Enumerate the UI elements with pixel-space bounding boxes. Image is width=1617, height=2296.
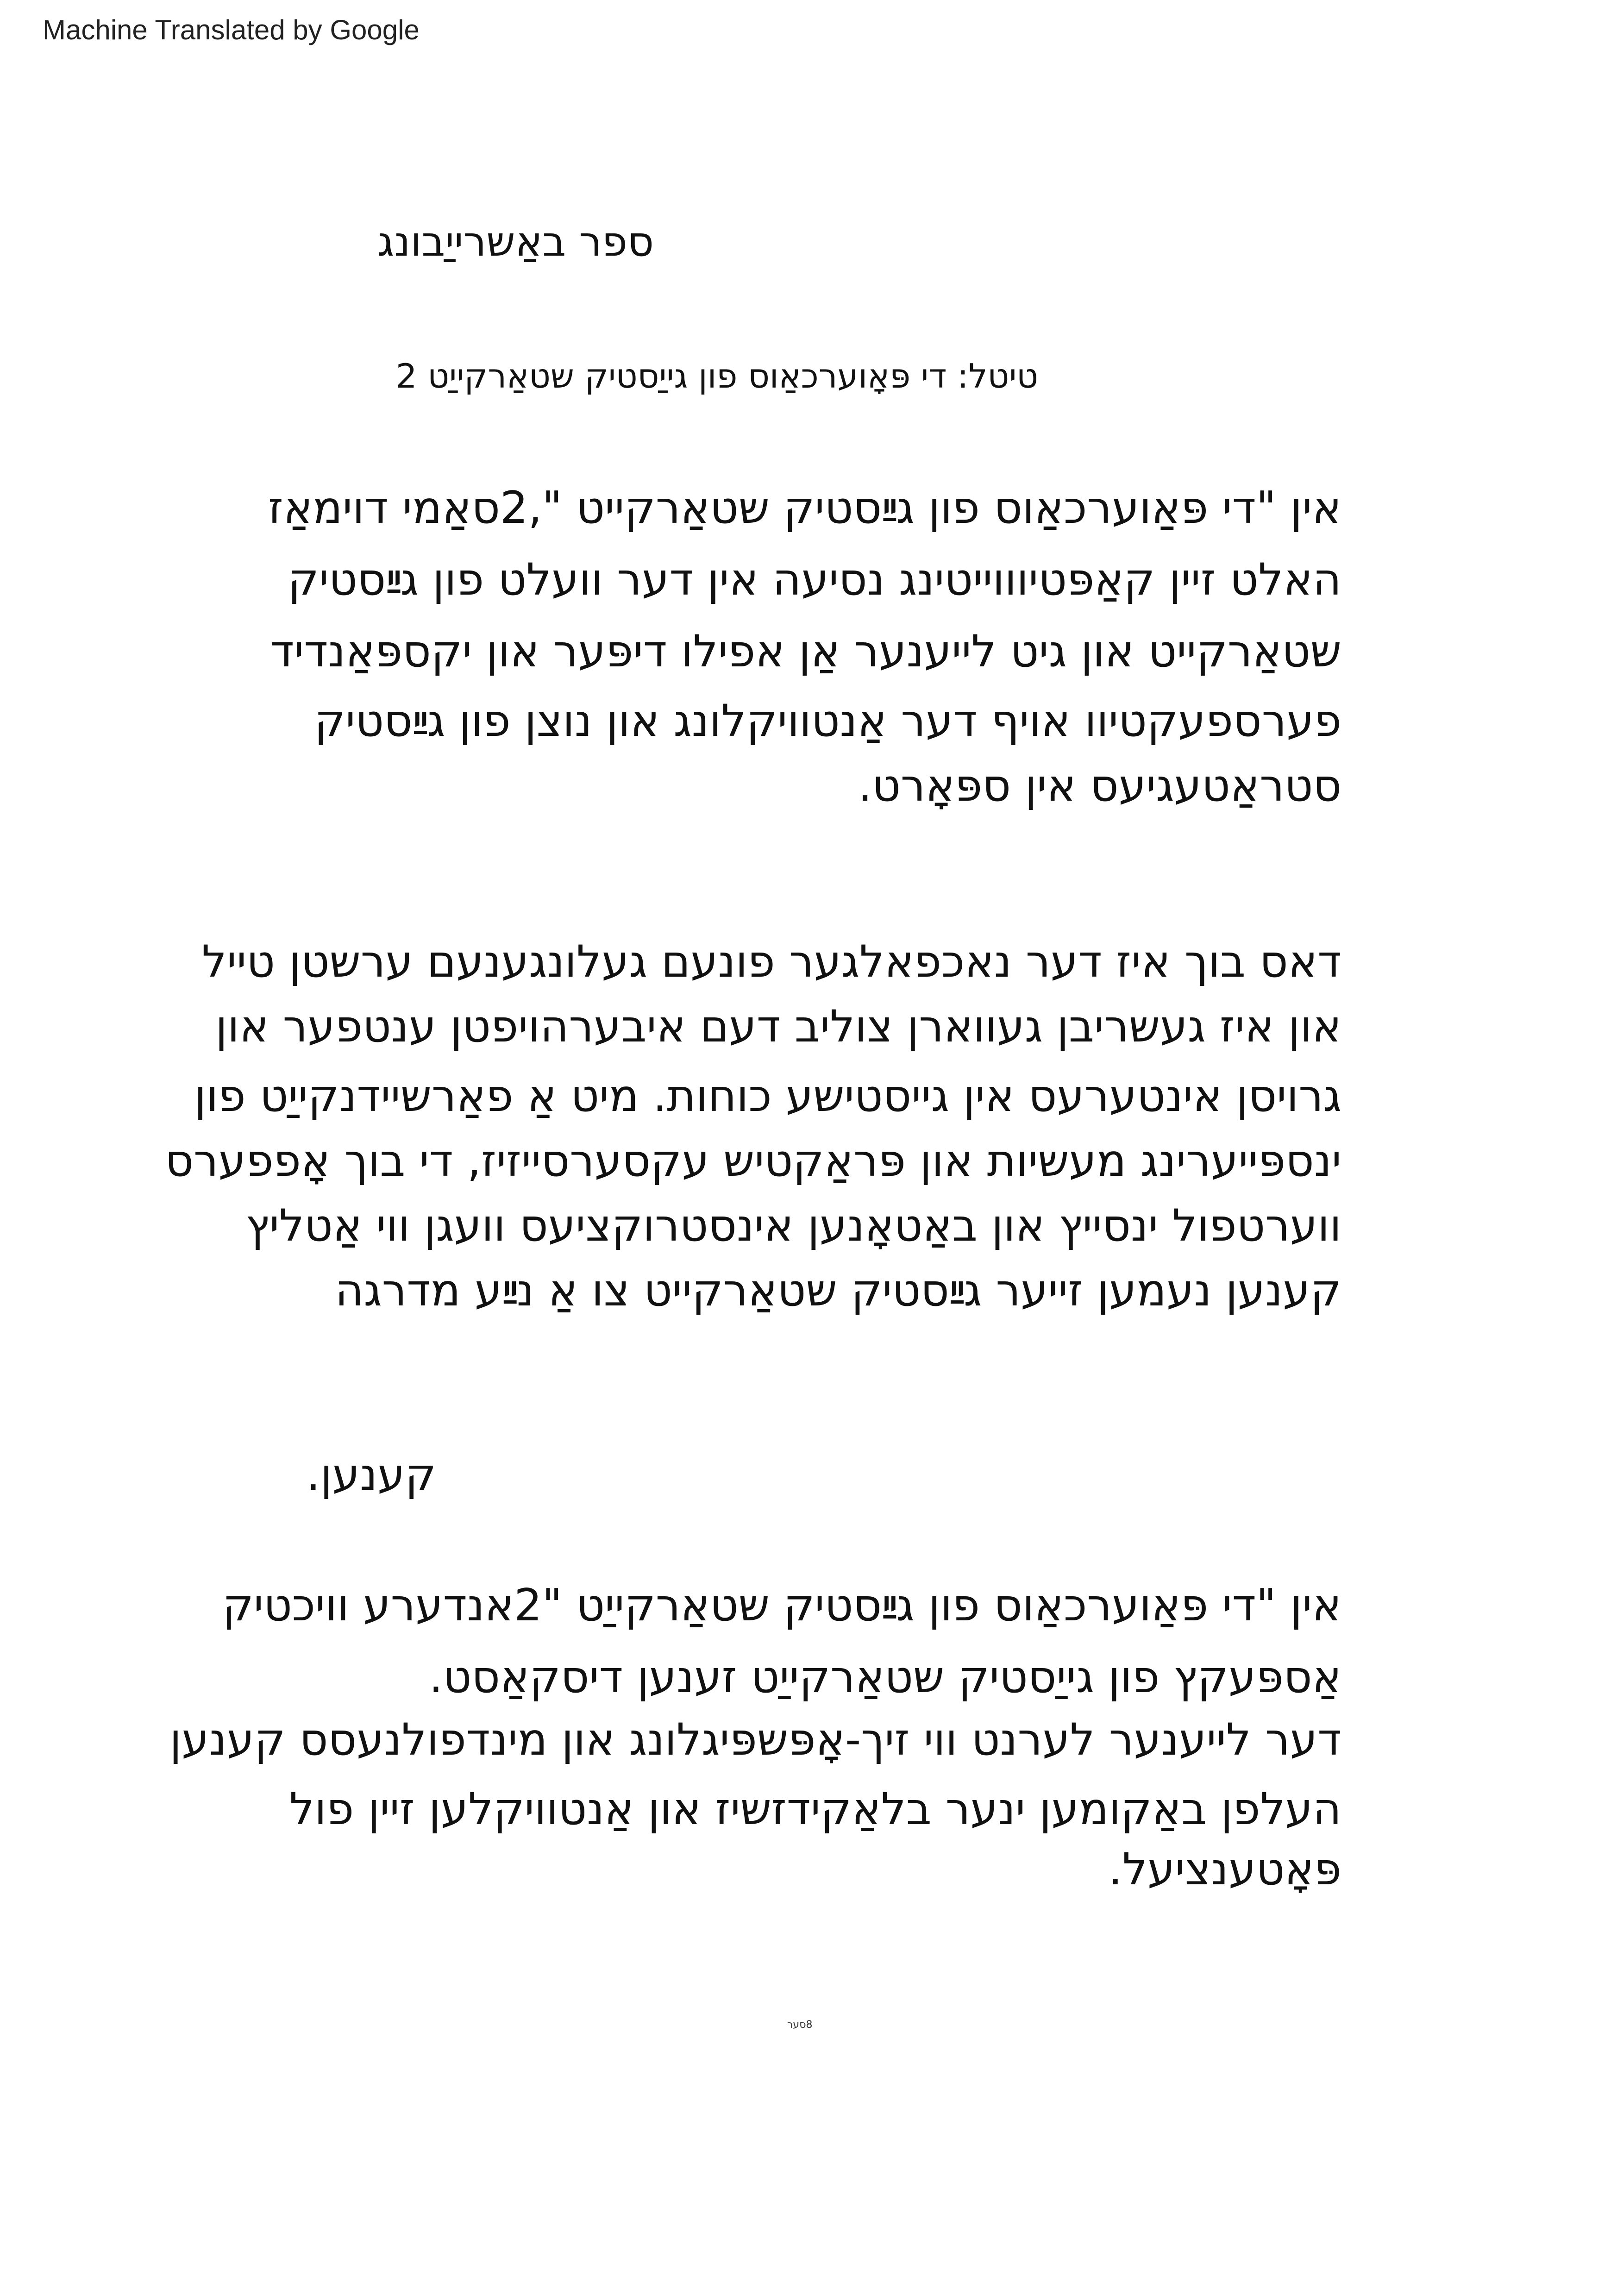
paragraph-continuation: קענען. (306, 1449, 436, 1500)
page-heading: ספר באַשרייַבונג (377, 218, 654, 265)
paragraph-aspects (91, 1580, 1341, 1917)
text-line: קענען נעמען זייער גײַסטיק שטאַרקייט צו אַ נײַע מדרגה (335, 1265, 1341, 1316)
text-line: דאס בוך איז דער נאכפאלגער פונעם געלונגענעם ערשטן טייל (201, 936, 1341, 987)
text-line: דער לייענער לערנט ווי זיך-אָפּשפּיגלונג און מינדפולנעסס קענען (169, 1714, 1341, 1765)
text-line: אין "די פּאַוערכאַוס פון גײַסטיק שטאַרקייט ",2סאַמי דוימאַז (268, 483, 1341, 533)
text-line: ווערטפול ינסייץ און באַטאָנען אינסטרוקציעס וועגן ווי אַטליץ (245, 1200, 1341, 1251)
text-line: פּאָטענציעל. (1108, 1844, 1341, 1895)
text-line: שטאַרקייט און גיט לייענער אַן אפילו דיפּער און יקספּאַנדיד (270, 626, 1341, 677)
text-line: אין "די פּאַוערכאַוס פון גײַסטיק שטאַרקייַט "2אנדערע וויכטיק (222, 1580, 1341, 1631)
book-title: טיטל: די פּאָוערכאַוס פון גייַסטיק שטאַרקייַט 2 (395, 357, 1038, 395)
text-line: סטראַטעגיעס אין ספּאָרט. (858, 760, 1341, 811)
text-line: אַספּעקץ פון גייַסטיק שטאַרקייַט זענען דיסקאַסט. (429, 1652, 1341, 1703)
text-line: פערספעקטיוו אויף דער אַנטוויקלונג און נוצן פון גײַסטיק (314, 696, 1341, 747)
text-line: און איז געשריבן געווארן צוליב דעם איבערהויפטן ענטפער און (215, 1001, 1341, 1052)
text-line: גרויסן אינטערעס אין גייסטישע כוחות. מיט אַ פאַרשיידנקייַט פון (194, 1071, 1341, 1122)
page-footer: 8סער (787, 2019, 813, 2031)
paragraph-sequel (138, 936, 1341, 1348)
text-line: העלפן באַקומען ינער בלאַקידזשיז און אַנטוויקלען זיין פול (289, 1784, 1341, 1835)
paragraph-intro (138, 483, 1341, 811)
machine-translation-banner: Machine Translated by Google (43, 14, 420, 45)
text-line: ינספּייערינג מעשיות און פּראַקטיש עקסערסייזיז, די בוך אָפפערס (165, 1135, 1341, 1186)
text-line: האלט זיין קאַפּטיוווייטינג נסיעה אין דער וועלט פון גײַסטיק (288, 554, 1341, 605)
